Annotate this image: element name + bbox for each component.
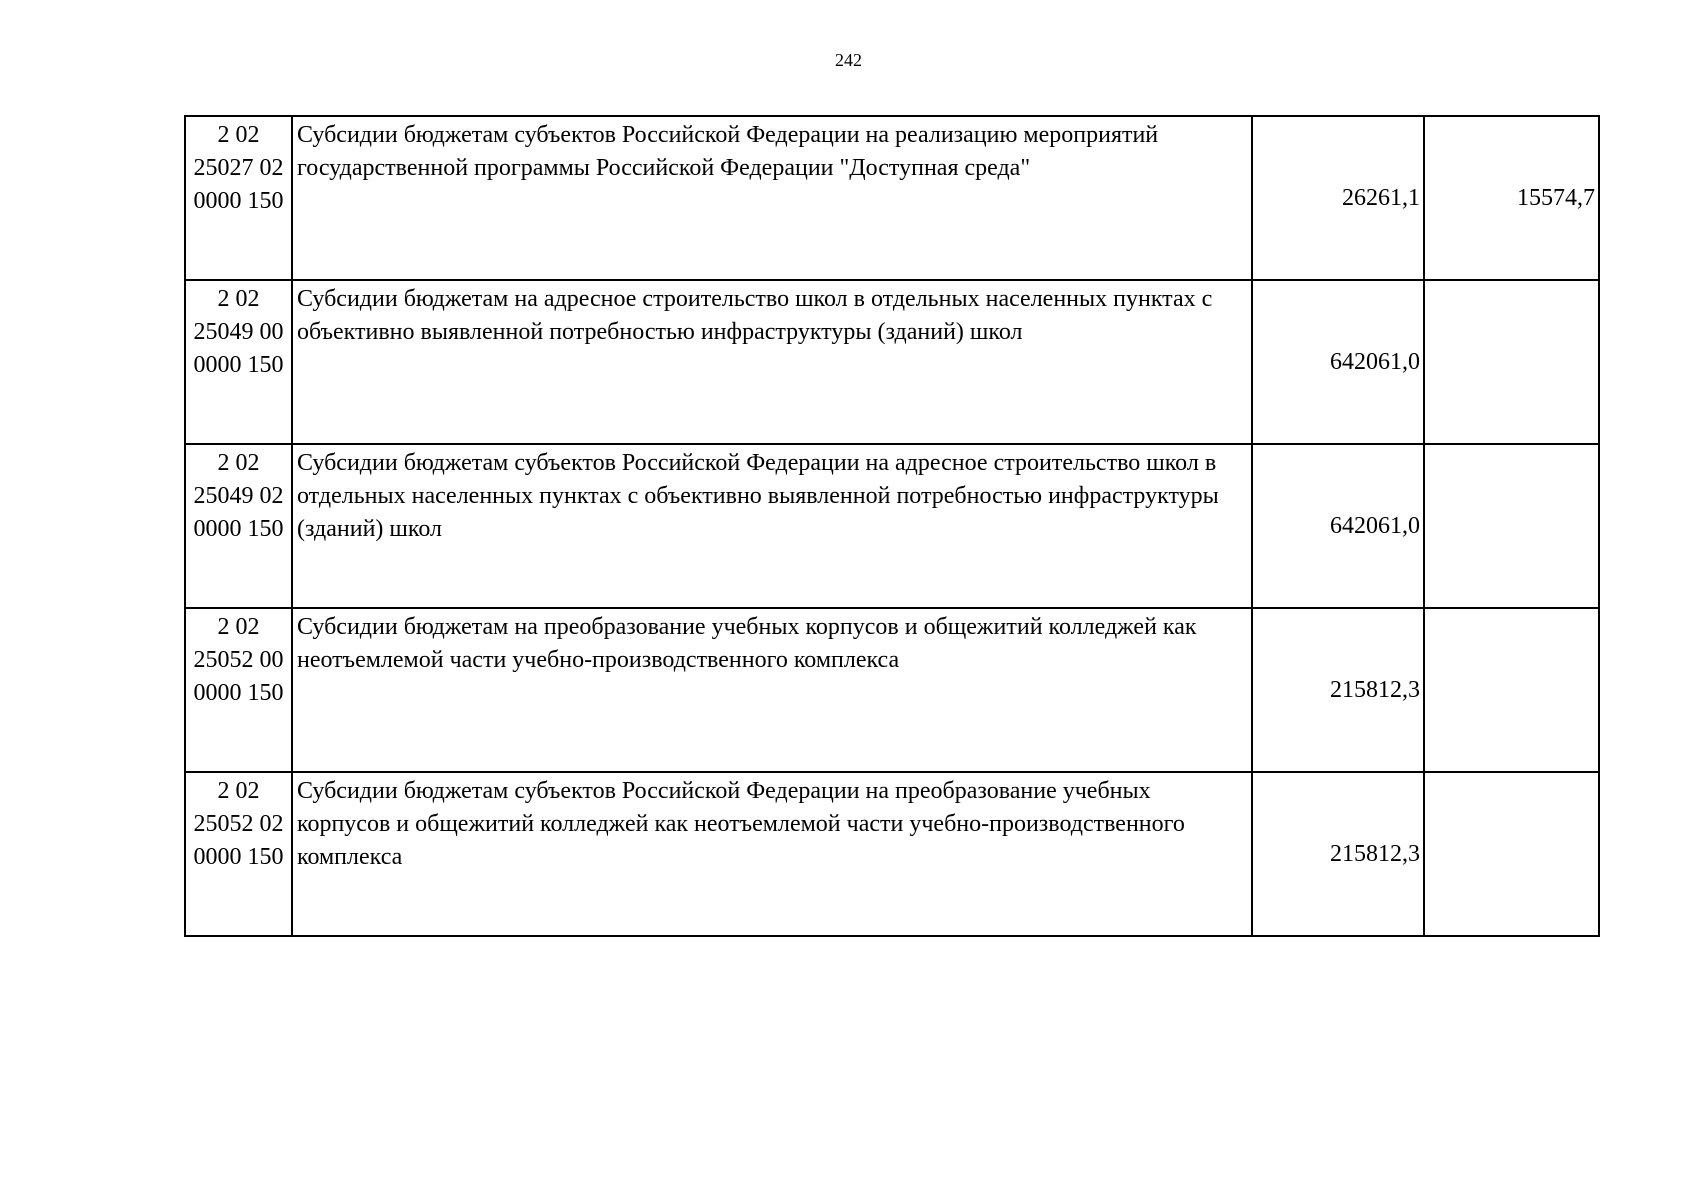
table-row xyxy=(185,116,1599,280)
code-line: 0000 150 xyxy=(193,188,284,214)
income-name-cell: Субсидии бюджетам субъектов Российской Федерации на реализацию мероприятий государственной программы Российской Федерации "Доступная среда" xyxy=(292,116,1252,280)
table-row xyxy=(185,608,1599,772)
amount-cell-1: 642061,0 xyxy=(1252,280,1424,444)
code-line: 25049 02 xyxy=(193,483,284,509)
amount-cell-1: 26261,1 xyxy=(1252,116,1424,280)
code-line: 0000 150 xyxy=(193,352,284,378)
code-line: 25052 02 xyxy=(193,811,284,837)
code-line: 25052 00 xyxy=(193,647,284,673)
classification-code-cell xyxy=(185,444,292,608)
code-line: 25049 00 xyxy=(193,319,284,345)
code-line: 25027 02 xyxy=(193,155,284,181)
income-name-cell: Субсидии бюджетам субъектов Российской Федерации на преобразование учебных корпусов и общежитий колледжей как неотъемлемой части учебно-производственного комплекса xyxy=(292,772,1252,936)
table-row xyxy=(185,280,1599,444)
amount-cell-2 xyxy=(1424,772,1599,936)
table-row xyxy=(185,444,1599,608)
code-line: 2 02 xyxy=(217,778,260,804)
classification-code-cell xyxy=(185,280,292,444)
code-line: 2 02 xyxy=(217,450,260,476)
budget-table xyxy=(184,115,1600,937)
income-name-cell: Субсидии бюджетам на адресное строительство школ в отдельных населенных пунктах с объективно выявленной потребностью инфраструктуры (зданий) школ xyxy=(292,280,1252,444)
amount-cell-2 xyxy=(1424,608,1599,772)
code-line: 2 02 xyxy=(217,614,260,640)
amount-cell-2 xyxy=(1424,444,1599,608)
table-row xyxy=(185,772,1599,936)
amount-cell-1: 215812,3 xyxy=(1252,772,1424,936)
code-line: 2 02 xyxy=(217,122,260,148)
amount-cell-1: 642061,0 xyxy=(1252,444,1424,608)
classification-code-cell xyxy=(185,116,292,280)
amount-cell-2 xyxy=(1424,280,1599,444)
income-name-cell: Субсидии бюджетам субъектов Российской Федерации на адресное строительство школ в отдельных населенных пунктах с объективно выявленной потребностью инфраструктуры (зданий) школ xyxy=(292,444,1252,608)
page-number: 242 xyxy=(835,50,862,70)
amount-cell-2: 15574,7 xyxy=(1424,116,1599,280)
code-line: 0000 150 xyxy=(193,516,284,542)
classification-code-cell xyxy=(185,772,292,936)
classification-code-cell xyxy=(185,608,292,772)
income-name-cell: Субсидии бюджетам на преобразование учебных корпусов и общежитий колледжей как неотъемлемой части учебно-производственного комплекса xyxy=(292,608,1252,772)
code-line: 0000 150 xyxy=(193,844,284,870)
code-line: 2 02 xyxy=(217,286,260,312)
code-line: 0000 150 xyxy=(193,680,284,706)
amount-cell-1: 215812,3 xyxy=(1252,608,1424,772)
